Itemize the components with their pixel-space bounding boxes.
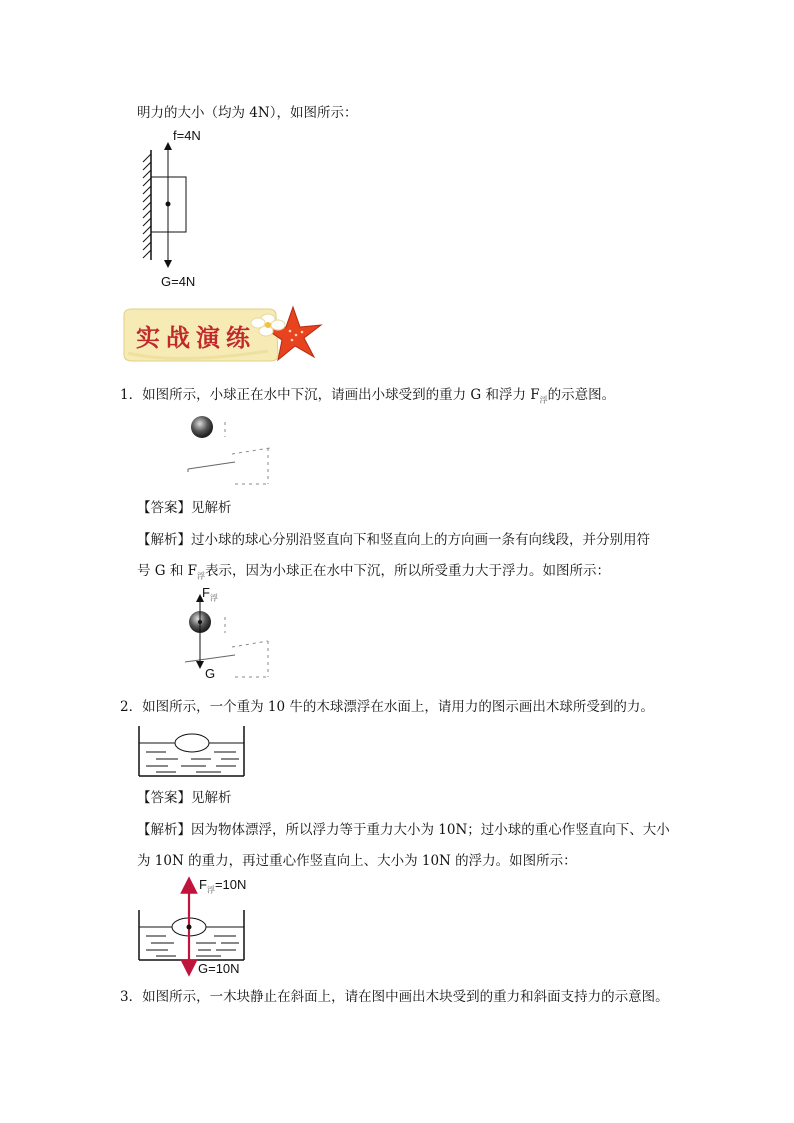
q1-fig-label-buoyancy-sub: 浮 [209,593,218,603]
q2-fig-label-buoyancy-tail: =10N [214,877,247,892]
q1-question-text: 1．如图所示，小球正在水中下沉，请画出小球受到的重力 G 和浮力 F [120,387,540,403]
q1-question [120,385,615,411]
q2-answer: 【答案】见解析 [137,790,232,806]
q2-analysis-line2: 为 10N 的重力，再过重心作竖直向上、大小为 10N 的浮力。如图所示： [137,853,577,869]
q1-question-sub: 浮 [539,395,548,405]
q2-fig-label-buoyancy-sub: 浮 [206,885,215,895]
force-label-friction: f=4N [173,128,201,143]
q1-figure [180,412,280,487]
q1-analysis-line2-a: 号 G 和 F [137,563,198,579]
q2-analysis-line1: 【解析】因为物体漂浮，所以浮力等于重力大小为 10N；过小球的重心作竖直向下、大小 [137,822,670,838]
banner-title: 实战演练 [136,323,256,352]
wall-block-figure [130,140,230,280]
q1-analysis-line2 [137,561,610,587]
ball-icon [191,416,213,438]
q1-question-tail: 的示意图。 [547,387,616,403]
q2-figure [136,724,251,779]
q1-answer: 【答案】见解析 [137,500,232,516]
q3-question: 3．如图所示，一木块静止在斜面上，请在图中画出木块受到的重力和斜面支持力的示意图。 [120,989,669,1005]
q1-answer-figure [180,595,280,680]
q1-analysis-line1: 【解析】过小球的球心分别沿竖直向下和竖直向上的方向画一条有向线段，并分别用符 [137,532,650,548]
q1-fig-label-buoyancy-text: F [202,585,210,600]
force-label-gravity: G=4N [161,274,196,289]
q1-fig-label-gravity: G [205,666,216,681]
q1-analysis-line2-sub: 浮 [197,571,206,581]
intro-line: 明力的大小（均为 4N），如图所示： [137,105,358,121]
q2-fig-label-buoyancy-text: F [199,877,207,892]
q1-analysis-line2-b: 表示，因为小球正在水中下沉，所以所受重力大于浮力。如图所示： [205,563,611,579]
q2-question: 2．如图所示，一个重为 10 牛的木球漂浮在水面上，请用力的图示画出木球所受到的力。 [120,699,654,715]
q2-fig-label-gravity: G=10N [198,961,240,976]
section-banner [118,305,323,365]
